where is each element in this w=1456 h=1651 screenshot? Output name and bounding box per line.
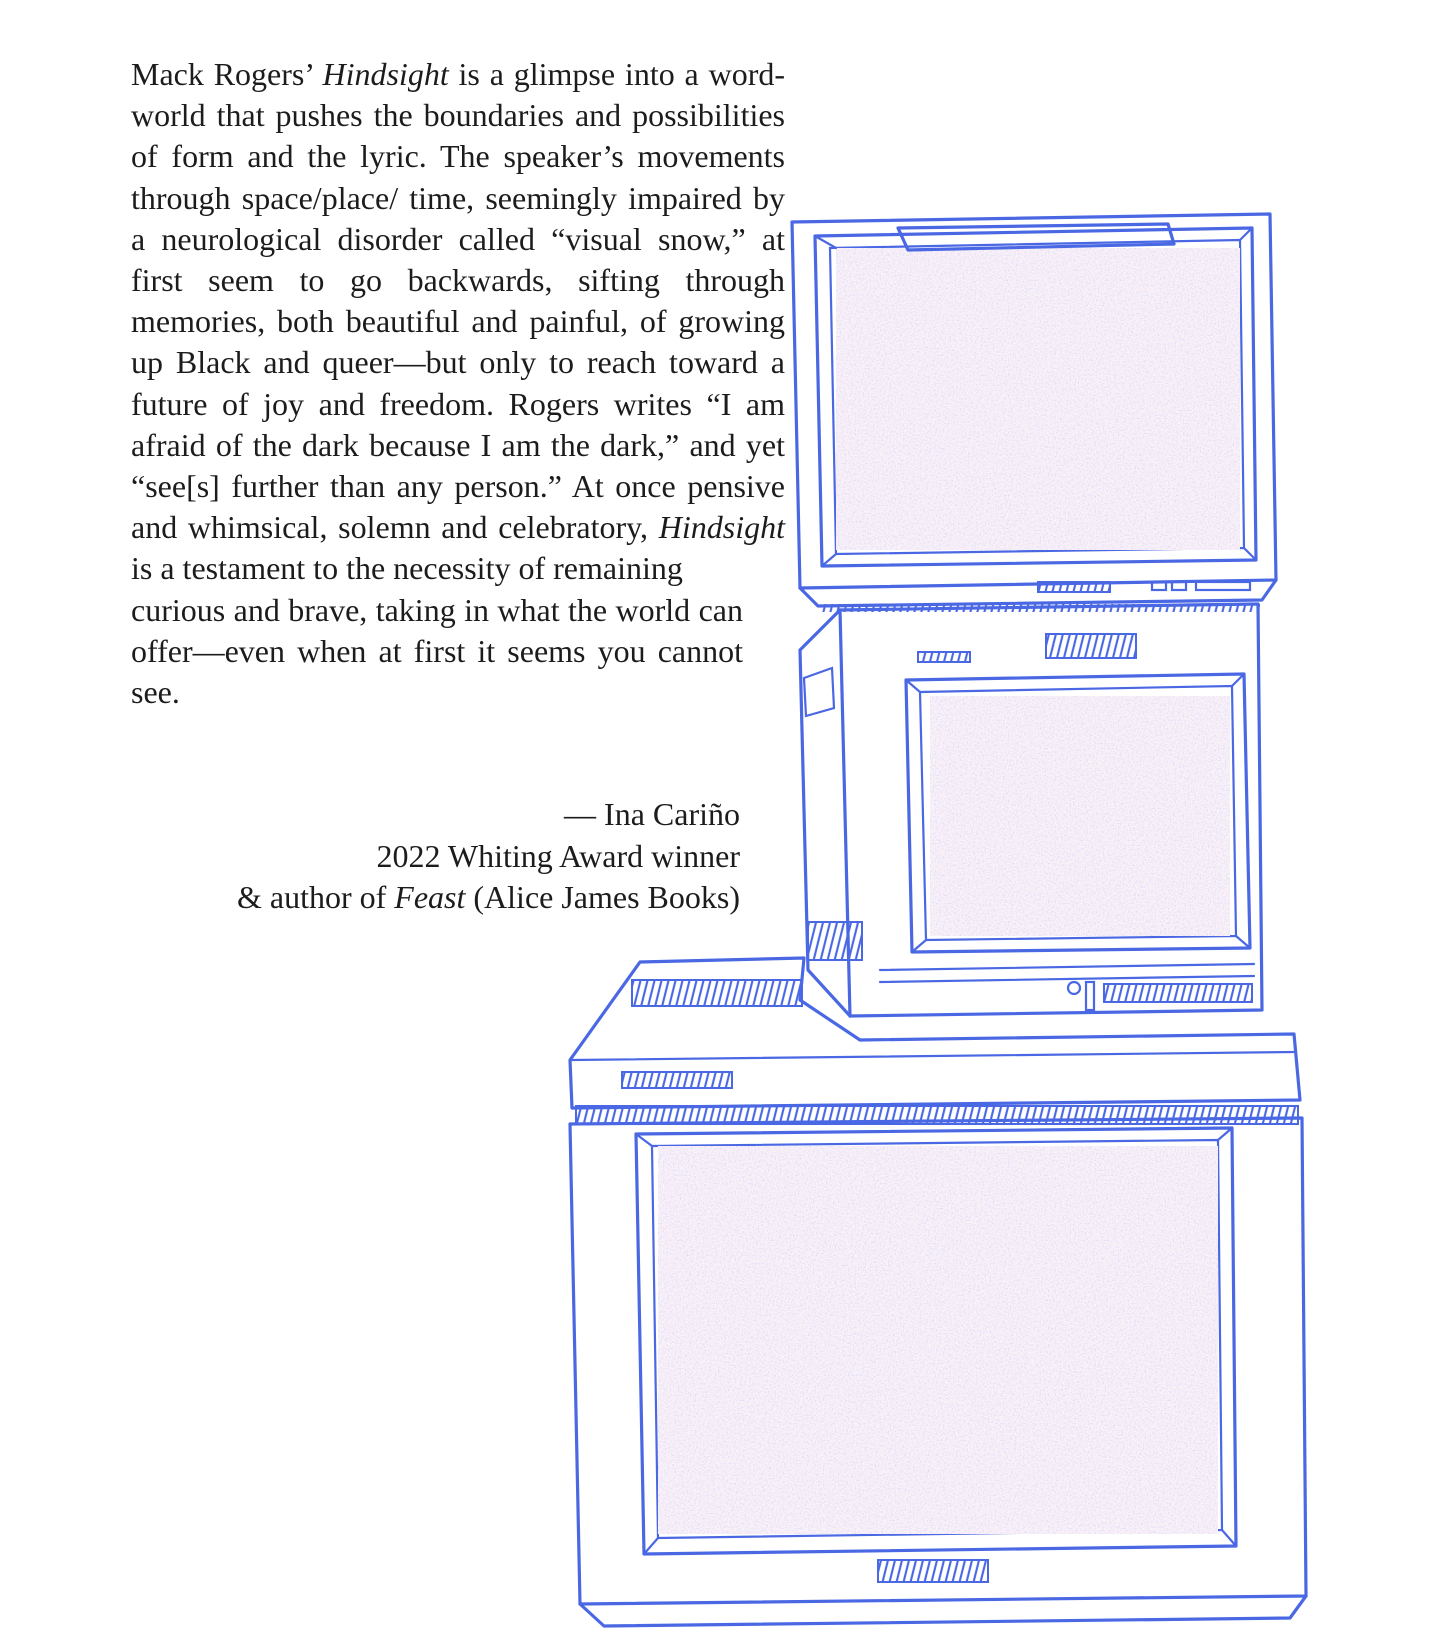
attribution-author-prefix: & author of xyxy=(237,879,395,915)
attribution-name: — Ina Cariño xyxy=(564,796,740,832)
attribution-publisher: (Alice James Books) xyxy=(465,879,740,915)
blurb-text-1: Mack Rogers’ xyxy=(131,56,323,92)
blurb-paragraph-end: curious and brave, taking in what the world can offer—even when at first it seems you cannot see. xyxy=(131,591,743,711)
stacked-monitors-illustration xyxy=(560,210,1350,1630)
attribution-book-title: Feast xyxy=(394,879,466,915)
top-monitor xyxy=(792,214,1276,612)
book-title-hindsight: Hindsight xyxy=(322,56,449,92)
blurb-text-2: is a glimpse into a word-world that pushes the boundaries and possibilities of form and the lyric. The speaker’s movements through space/place/ time, seemingly impaired by a neurological disorder called “visual snow,” at first seem to go backwards, sifting through memories, both beautiful and painful, of growing up Black and queer—but only to reach toward a future of joy and freedom. Rogers writes “I am afraid of the dark because I am the dark,” and yet “see[s] further than any person.” At once pensive and whimsical, solemn and celebratory, xyxy=(131,56,785,546)
book-title-hindsight-2: Hindsight xyxy=(658,509,785,546)
attribution-award: 2022 Whiting Award winner xyxy=(376,837,740,874)
bottom-monitor xyxy=(570,958,1306,1626)
middle-monitor xyxy=(800,604,1262,1016)
blurb-text-3: is a testament to the necessity of remaining xyxy=(131,550,683,587)
